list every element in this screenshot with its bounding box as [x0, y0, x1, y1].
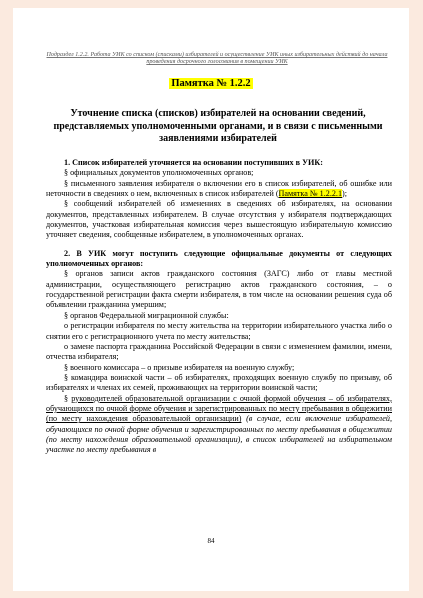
running-header [39, 52, 395, 66]
memo-number-text: Памятка № 1.2.2 [171, 78, 251, 89]
section-1-item-1: § официальных документов уполномоченных органов; [64, 168, 254, 178]
section-2-item-7-italic: (в случае, если включение избирателей, обучающихся по очной форме обучения и зарегистрированных по месту пребывания в общежитии (по месту нахождения образовательной организации), в список избирателей на избирательном участке по месту пребывания в [46, 414, 393, 455]
section-1-heading: 1. Список избирателей уточняется на основании поступивших в УИК: [64, 158, 323, 167]
section-2-item-7 [46, 394, 392, 456]
section-1-item-2-post: ); [342, 189, 347, 199]
section-2-item-1: § органов записи актов гражданского состояния (ЗАГС) либо от главы местной администрации, осуществляющего регистрацию актов гражданского состояния, – о государственной регистрации факта смерти избирателя, в том числе на основании решения суда об объявлении гражданина умершим; [46, 269, 392, 310]
section-2-item-2: § органов Федеральной миграционной службы: [64, 310, 229, 320]
section-2-item-7-bullet: § [64, 393, 72, 403]
section-1-item-3: § сообщений избирателей об изменениях в сведениях об избирателях, на основании документов, представленных избирателем. В случае отсутствия у избирателя подтверждающих документов, участковая избирательная комиссия через вышестоящую избирательную комиссию уточняет сведения, сообщенные избирателем, в уполномоченных органах. [46, 199, 392, 240]
document-page [13, 8, 409, 591]
memo-number [13, 78, 409, 89]
section-1-item-2-pre: § письменного заявления избирателя о включении его в список избирателей, об ошибке или неточности в сведениях о нем, включенных в список избирателей ( [46, 178, 392, 199]
page-number: 84 [207, 537, 215, 545]
section-2-item-7-underlined: руководителей образовательной организации с очной формой обучения – об избирателях, обучающихся по очной форме обучения и зарегистрированных по месту пребывания в общежитии (по месту нахождения образовательной организации) [46, 393, 392, 424]
section-2-item-3: о регистрации избирателя по месту жительства на территории избирательного участка либо о снятии его с регистрационного учета по месту жительства; [46, 321, 392, 341]
section-1-item-2 [46, 179, 392, 200]
spacer [46, 241, 392, 249]
document-body [46, 158, 392, 456]
section-2-item-4: о замене паспорта гражданина Российской Федерации в связи с изменением фамилии, имени, отчества избирателя; [46, 341, 392, 362]
section-2-item-6: § командира воинской части – об избирателях, проходящих военную службу по призыву, об избирателях и членах их семей, проживающих на территории воинской части; [46, 372, 392, 393]
running-header-text: Подраздел 1.2.2. Работа УИК со списком (списками) избирателей и осуществление УИК иных избирательных действий до начала проведения досрочного голосования в помещении УИК [46, 52, 388, 66]
section-2-heading: 2. В УИК могут поступить следующие официальные документы от следующих уполномоченных органов: [46, 248, 392, 269]
memo-link[interactable]: Памятка № 1.2.2.1 [278, 189, 343, 199]
document-title: Уточнение списка (списков) избирателей на основании сведений, представляемых уполномоченными органами, и в связи с письменными заявлениями избирателей [53, 108, 383, 145]
section-2-item-5: § военного комиссара – о призыве избирателя на военную службу; [64, 362, 295, 372]
